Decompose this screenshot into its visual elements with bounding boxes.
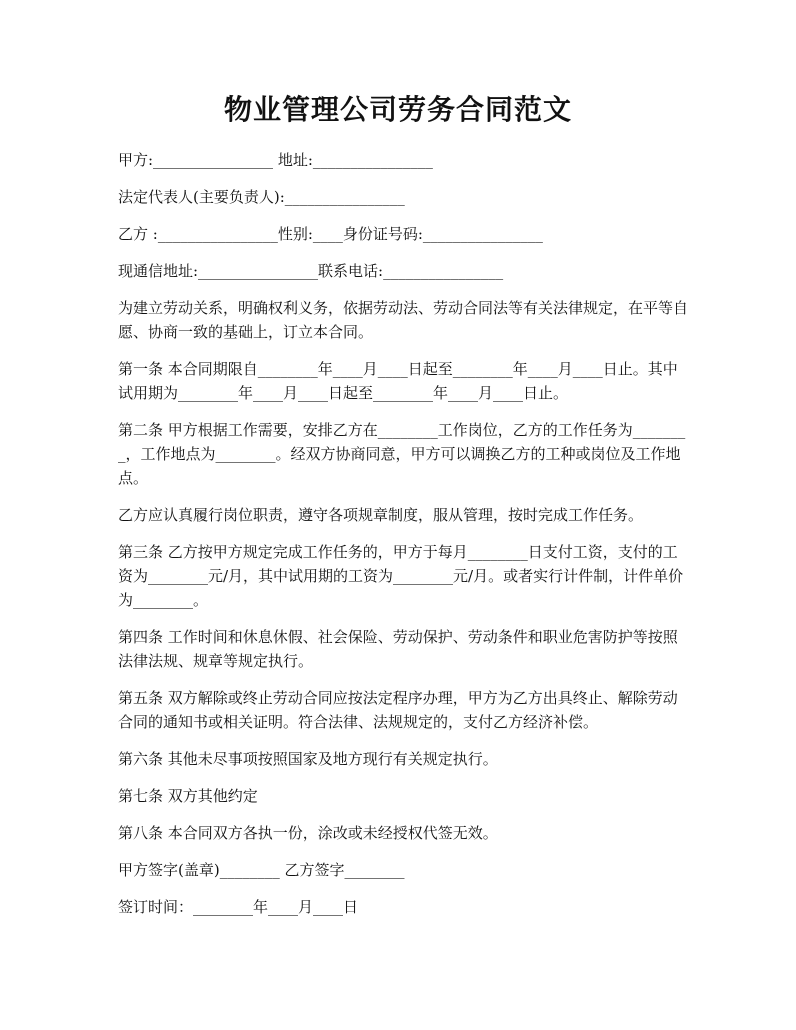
- article-1-term: 第一条 本合同期限自________年____月____日起至________年____月____日止。其中试用期为________年____月____日起至________年____月____日止。: [118, 360, 678, 402]
- duty-paragraph: 乙方应认真履行岗位职责，遵守各项规章制度，服从管理，按时完成工作任务。: [118, 506, 644, 524]
- article-8-copies: 第八条 本合同双方各执一份，涂改或未经授权代签无效。: [118, 824, 498, 842]
- document-body: [118, 148, 688, 932]
- article-3-wages: 第三条 乙方按甲方规定完成工作任务的，甲方于每月________日支付工资，支付的工资为________元/月，其中试用期的工资为________元/月。或者实行计件制，计件单价为________。: [118, 543, 684, 609]
- preamble-paragraph: 为建立劳动关系，明确权利义务，依据劳动法、劳动合同法等有关法律规定，在平等自愿、协商一致的基础上，订立本合同。: [118, 299, 689, 341]
- party-a-line: 甲方:________________ 地址:________________: [118, 151, 433, 169]
- article-7-other-agreements: 第七条 双方其他约定: [118, 787, 258, 805]
- document-title: 物业管理公司劳务合同范文: [223, 93, 572, 126]
- contact-address-line: 现通信地址:________________联系电话:________________: [118, 262, 504, 280]
- article-2-position: 第二条 甲方根据工作需要，安排乙方在________工作岗位，乙方的工作任务为________，工作地点为________。经双方协商同意，甲方可以调换乙方的工种或岗位及工作地点。: [118, 421, 686, 487]
- article-4-working-conditions: 第四条 工作时间和休息休假、社会保险、劳动保护、劳动条件和职业危害防护等按照法律法规、规章等规定执行。: [118, 628, 678, 670]
- party-b-line: 乙方 :________________性别:____身份证号码:________________: [118, 225, 543, 243]
- article-6-other-matters: 第六条 其他未尽事项按照国家及地方现行有关规定执行。: [118, 750, 498, 768]
- signature-line: 甲方签字(盖章)________ 乙方签字________: [118, 861, 405, 879]
- article-5-termination: 第五条 双方解除或终止劳动合同应按法定程序办理，甲方为乙方出具终止、解除劳动合同的通知书或相关证明。符合法律、法规规定的，支付乙方经济补偿。: [118, 689, 678, 731]
- legal-representative-line: 法定代表人(主要负责人):________________: [118, 188, 405, 206]
- signing-date-line: 签订时间：________年____月____日: [118, 898, 359, 916]
